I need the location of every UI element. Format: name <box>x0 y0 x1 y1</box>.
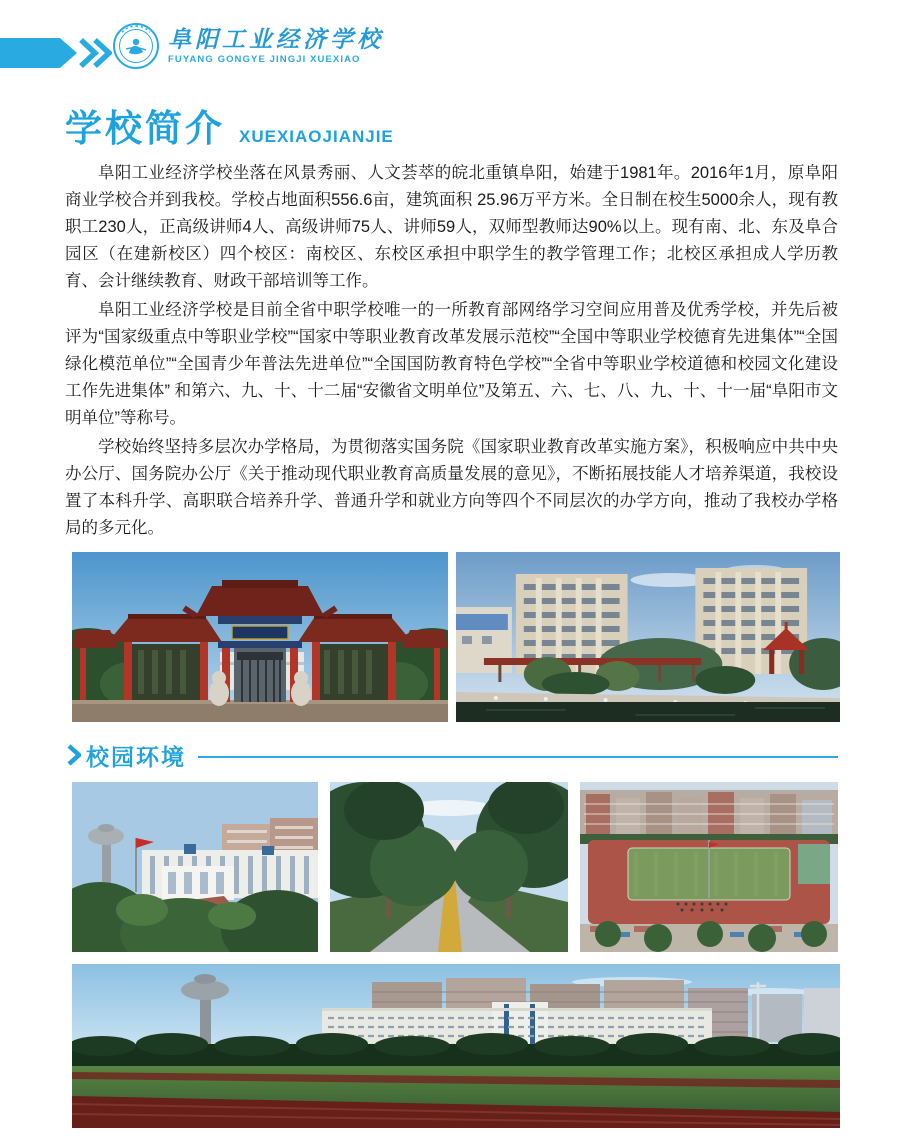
campus-section-title: 校园环境 <box>86 743 186 770</box>
school-name-en: FUYANG GONGYE JINGJI XUEXIAO <box>168 53 361 65</box>
chevron-right-icon <box>66 744 81 766</box>
page-header <box>0 0 900 92</box>
section-rule <box>198 756 838 758</box>
campus-section-header <box>66 740 838 770</box>
campus-photo-row <box>72 782 840 952</box>
intro-paragraph-2: 阜阳工业经济学校是目前全省中职学校唯一的一所教育部网络学习空间应用普及优秀学校，并先后被评为“国家级重点中等职业学校”“国家中等职业教育改革发展示范校”“全国中等职业学校德育先进集体”“全国绿化模范单位”“全国青少年普法先进单位”“全国国防教育特色学校”“全省中等职业学校道德和校园文化建设工作先进集体” 和第六、九、十、十二届“安徽省文明单位”及第五、六、七、八、九、十、十一届“阜阳市文明单位”等称号。 <box>65 301 838 427</box>
intro-photo-row <box>72 552 840 722</box>
intro-title-cn: 学校简介 <box>65 108 225 149</box>
intro-section-title <box>65 98 838 152</box>
photo-sports-field-aerial <box>580 782 838 952</box>
intro-title-pinyin: XUEXIAOJIANJIE <box>239 127 394 146</box>
photo-campus-panorama <box>72 964 840 1128</box>
intro-paragraph-3: 学校始终坚持多层次办学格局，为贯彻落实国务院《国家职业教育改革实施方案》，积极响应中共中央办公厅、国务院办公厅《关于推动现代职业教育高质量发展的意见》，不断拓展技能人才培养渠道，我校设置了本科升学、高职联合培养升学、普通升学和就业方向等四个不同层次的办学方向，推动了我校办学格局的多元化。 <box>65 438 838 537</box>
photo-campus-buildings-pond <box>456 552 840 722</box>
photo-school-gate <box>72 552 448 722</box>
header-arrow-band <box>0 36 112 70</box>
photo-campus-greenery <box>72 782 318 952</box>
school-brand <box>112 22 384 70</box>
photo-tree-lined-road <box>330 782 568 952</box>
school-name-cn: 阜阳工业经济学校 <box>168 25 384 53</box>
school-logo-icon <box>112 22 160 70</box>
intro-paragraph-1: 阜阳工业经济学校坐落在风景秀丽、人文荟萃的皖北重镇阜阳，始建于1981年。2016年1月，原阜阳商业学校合并到我校。学校占地面积556.6亩，建筑面积 25.96万平方米。全日制在校生5000余人，现有教职工230人，正高级讲师4人、高级讲师75人、讲师59人，双师型教师达90%以上。现有南、北、东及阜合园区（在建新校区）四个校区：南校区、东校区承担中职学生的教学管理工作；北校区承担成人学历教育、会计继续教育、财政干部培训等工作。 <box>65 164 838 290</box>
